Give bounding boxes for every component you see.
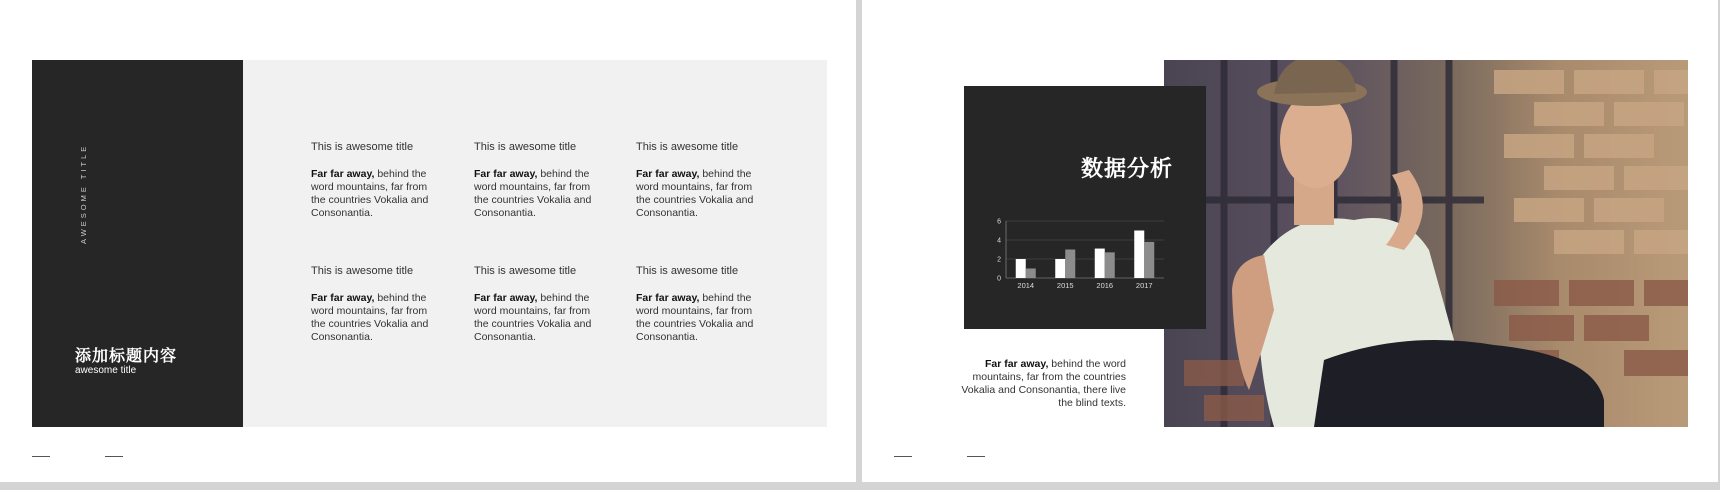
card-body-text: behind the word mountains, far from the countries Vokalia and Consonantia. <box>311 168 429 219</box>
card-title: This is awesome title <box>474 141 577 153</box>
card-3 <box>636 141 766 220</box>
panel-subheading: awesome title <box>75 365 137 376</box>
card-2 <box>474 141 604 220</box>
x-tick-label: 2014 <box>1017 281 1035 290</box>
footer-line <box>105 456 123 457</box>
card-body-bold: Far far away, <box>636 292 700 304</box>
card-1 <box>311 141 441 220</box>
dark-panel <box>32 60 243 427</box>
bar <box>1134 231 1144 279</box>
card-body <box>311 292 441 344</box>
description <box>944 358 1126 410</box>
footer-line <box>32 456 50 457</box>
card-body-bold: Far far away, <box>636 168 700 180</box>
card-title: This is awesome title <box>636 141 739 153</box>
card-title: This is awesome title <box>474 265 577 277</box>
grey-panel <box>243 60 827 427</box>
y-tick-label: 6 <box>997 218 1001 226</box>
description-text: behind the word mountains, far from the countries Vokalia and Consonantia, there live the blind texts. <box>961 358 1126 409</box>
bar <box>1065 250 1075 279</box>
slide-left <box>0 0 856 482</box>
photo-illustration <box>1164 60 1688 427</box>
man-in-hat-photo <box>1164 60 1688 427</box>
card-body-text: behind the word mountains, far from the countries Vokalia and Consonantia. <box>474 168 592 219</box>
x-tick-label: 2017 <box>1135 281 1153 290</box>
footer-line <box>894 456 912 457</box>
card-body <box>311 168 441 220</box>
bar-chart <box>964 86 1206 329</box>
card-title: This is awesome title <box>311 141 414 153</box>
card-body-bold: Far far away, <box>474 168 538 180</box>
card-4 <box>311 265 441 344</box>
x-tick-label: 2016 <box>1096 281 1114 290</box>
bar <box>1095 249 1105 278</box>
bar <box>1105 252 1115 278</box>
bar <box>1055 259 1065 278</box>
y-tick-label: 4 <box>997 237 1001 245</box>
card-body-text: behind the word mountains, far from the countries Vokalia and Consonantia. <box>474 292 592 343</box>
box-title: 数据分析 <box>1080 156 1173 181</box>
bar <box>1144 242 1154 278</box>
card-body <box>474 292 604 344</box>
card-title: This is awesome title <box>311 265 414 277</box>
card-body-bold: Far far away, <box>311 292 375 304</box>
footer-line <box>967 456 985 457</box>
description-bold: Far far away, <box>984 358 1049 370</box>
panel-heading: 添加标题内容 <box>75 348 178 365</box>
slide-right <box>862 0 1718 482</box>
card-body <box>636 292 766 344</box>
card-body-bold: Far far away, <box>311 168 375 180</box>
card-body <box>474 168 604 220</box>
card-body <box>636 168 766 220</box>
x-tick-label: 2015 <box>1056 281 1074 290</box>
bar <box>1026 269 1036 279</box>
vertical-title: AWESOME TITLE <box>79 143 88 244</box>
y-tick-label: 0 <box>997 275 1001 283</box>
card-body-text: behind the word mountains, far from the countries Vokalia and Consonantia. <box>636 168 754 219</box>
chart-box <box>964 86 1206 329</box>
card-body-bold: Far far away, <box>474 292 538 304</box>
card-body-text: behind the word mountains, far from the countries Vokalia and Consonantia. <box>311 292 429 343</box>
card-5 <box>474 265 604 344</box>
card-body-text: behind the word mountains, far from the countries Vokalia and Consonantia. <box>636 292 754 343</box>
y-tick-label: 2 <box>997 256 1001 264</box>
card-title: This is awesome title <box>636 265 739 277</box>
bar <box>1016 259 1026 278</box>
card-6 <box>636 265 766 344</box>
